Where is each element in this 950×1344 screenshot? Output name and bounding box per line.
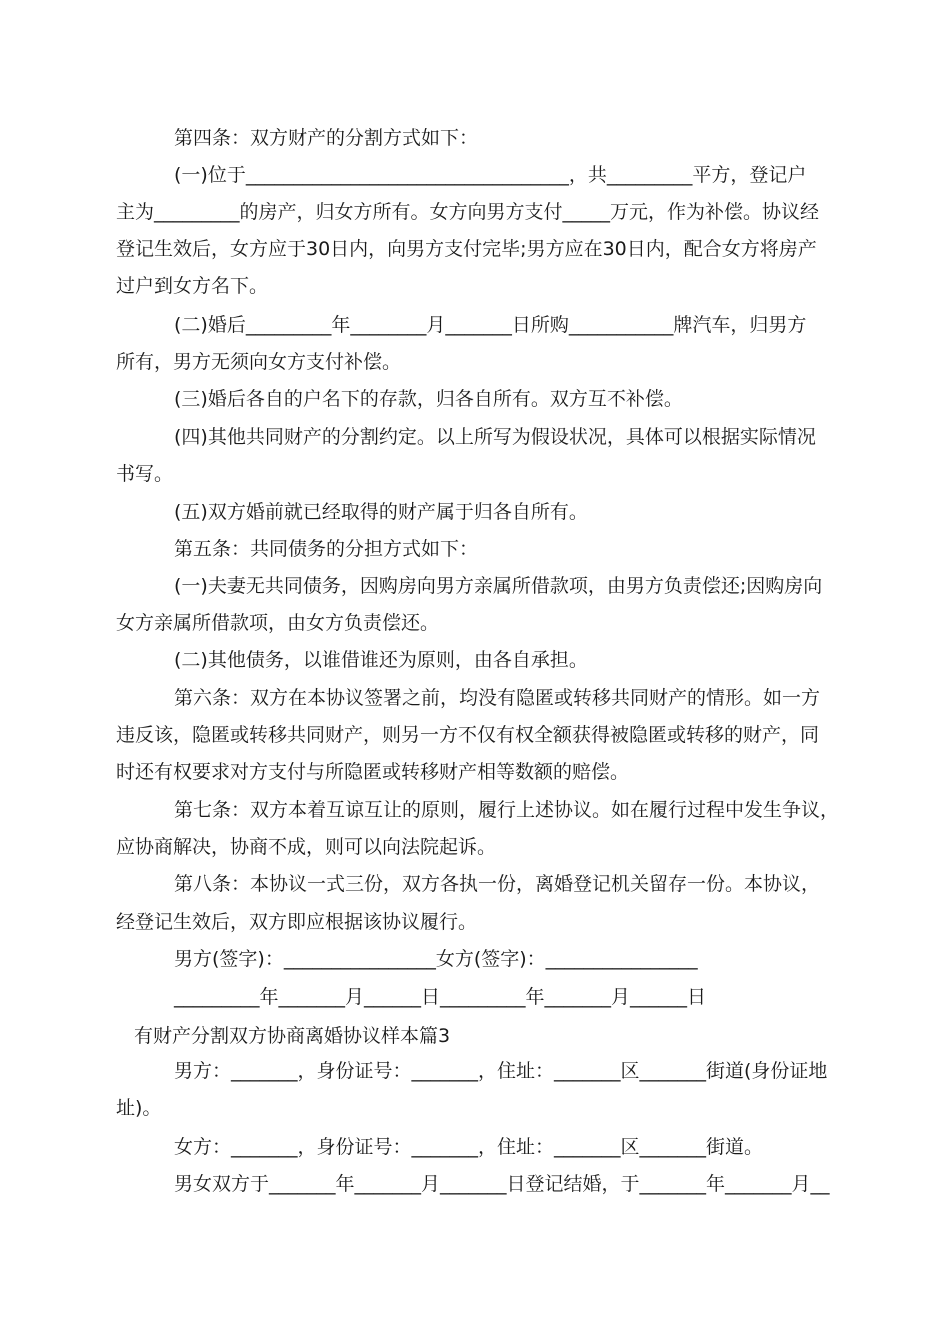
text-line: (二)其他债务，以谁借谁还为原则，由各自承担。 [174, 649, 588, 671]
section-title: 有财产分割双方协商离婚协议样本篇3 [134, 1025, 451, 1047]
text-line: 第六条：双方在本协议签署之前，均没有隐匿或转移共同财产的情形。如一方 [174, 687, 821, 709]
text-line: (三)婚后各自的户名下的存款，归各自所有。双方互不补偿。 [174, 388, 683, 410]
text-line: 时还有权要求对方支付与所隐匿或转移财产相等数额的赔偿。 [116, 761, 630, 783]
text-line: 女方亲属所借款项，由女方负责偿还。 [116, 612, 440, 634]
text-line: 所有，男方无须向女方支付补偿。 [116, 351, 402, 373]
text-line: 男女双方于_______年_______月_______日登记结婚，于_______年_______月__ [174, 1173, 830, 1195]
date-line: _________年_______月______日_________年_______月______日 [174, 986, 707, 1008]
text-line: 违反该，隐匿或转移共同财产，则另一方不仅有权全额获得被隐匿或转移的财产，同 [116, 724, 820, 746]
text-line: (五)双方婚前就已经取得的财产属于归各自所有。 [174, 501, 588, 523]
text-line: 女方：_______，身份证号：_______，住址：_______区_______街道。 [174, 1136, 764, 1158]
text-line: 址)。 [116, 1097, 162, 1119]
text-line: 经登记生效后，双方即应根据该协议履行。 [116, 911, 478, 933]
text-line: 过户到女方名下。 [116, 275, 269, 297]
text-line: 第四条：双方财产的分割方式如下： [174, 127, 479, 149]
signature-line: 男方(签字)：________________女方(签字)：________________ [174, 948, 698, 970]
text-line: 男方：_______，身份证号：_______，住址：_______区_______街道(身份证地 [174, 1060, 828, 1082]
text-line: 第八条：本协议一式三份，双方各执一份，离婚登记机关留存一份。本协议， [174, 873, 821, 895]
text-line: 书写。 [116, 463, 174, 485]
text-line: 第五条：共同债务的分担方式如下： [174, 538, 479, 560]
text-line: (一)夫妻无共同债务，因购房向男方亲属所借款项，由男方负责偿还;因购房向 [174, 575, 823, 597]
text-line: 应协商解决，协商不成，则可以向法院起诉。 [116, 836, 497, 858]
text-line: 主为_________的房产，归女方所有。女方向男方支付_____万元，作为补偿。协议经 [116, 201, 820, 223]
text-line: 第七条：双方本着互谅互让的原则，履行上述协议。如在履行过程中发生争议， [174, 799, 840, 821]
text-line: (四)其他共同财产的分割约定。以上所写为假设状况，具体可以根据实际情况 [174, 426, 816, 448]
text-line: (二)婚后_________年________月_______日所购___________牌汽车，归男方 [174, 314, 807, 336]
text-line: 登记生效后，女方应于30日内，向男方支付完毕;男方应在30日内，配合女方将房产 [116, 238, 817, 260]
text-line: (一)位于__________________________________，共_________平方，登记户 [174, 164, 807, 186]
